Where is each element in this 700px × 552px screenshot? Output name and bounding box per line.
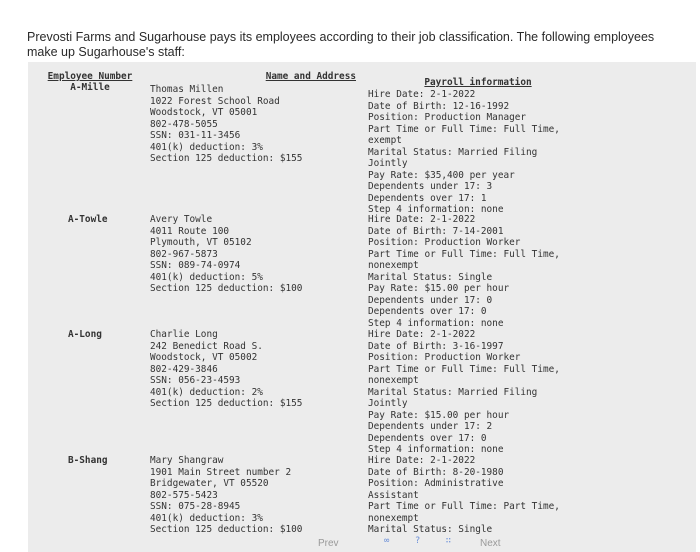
- payroll-line: Step 4 information: none: [368, 204, 504, 215]
- address-line: SSN: 075-28-8945: [150, 501, 241, 512]
- payroll-line: Marital Status: Single: [368, 524, 493, 535]
- payroll-line: Marital Status: Married Filing: [368, 146, 538, 158]
- payroll-line: Date of Birth: 7-14-2001: [368, 225, 504, 237]
- address-line: SSN: 031-11-3456: [150, 130, 241, 141]
- payroll-line: Pay Rate: $15.00 per hour: [368, 283, 510, 294]
- address-line: SSN: 089-74-0974: [150, 260, 241, 271]
- payroll-line: Part Time or Full Time: Full Time,: [368, 248, 560, 260]
- prev-button[interactable]: Prev: [318, 538, 339, 549]
- address-line: 401(k) deduction: 5%: [150, 271, 263, 283]
- payroll-line: exempt: [368, 135, 402, 146]
- employee-address: [150, 84, 360, 165]
- next-button[interactable]: Next: [480, 538, 501, 549]
- payroll-line: Date of Birth: 8-20-1980: [368, 466, 504, 478]
- payroll-line: Hire Date: 2-1-2022: [368, 329, 476, 340]
- address-line: Section 125 deduction: $100: [150, 283, 303, 294]
- header-payroll-info: Payroll information: [424, 77, 532, 88]
- address-line: Plymouth, VT 05102: [150, 237, 252, 248]
- payroll-line: Hire Date: 2-1-2022: [368, 89, 476, 100]
- address-line: 242 Benedict Road S.: [150, 340, 263, 352]
- payroll-line: Step 4 information: none: [368, 444, 504, 455]
- payroll-line: Position: Production Worker: [368, 237, 521, 248]
- address-line: Woodstock, VT 05001: [150, 107, 258, 118]
- address-line: Bridgewater, VT 05520: [150, 478, 269, 489]
- payroll-line: Jointly: [368, 398, 408, 409]
- payroll-line: Hire Date: 2-1-2022: [368, 214, 476, 225]
- payroll-line: nonexempt: [368, 260, 419, 271]
- address-line: Avery Towle: [150, 214, 213, 225]
- address-line: 802-967-5873: [150, 248, 218, 260]
- address-line: Section 125 deduction: $100: [150, 524, 303, 535]
- employee-payroll: [368, 89, 603, 216]
- employee-address: [150, 455, 360, 536]
- payroll-line: Marital Status: Married Filing: [368, 386, 538, 398]
- payroll-line: Date of Birth: 3-16-1997: [368, 340, 504, 352]
- employee-payroll: [368, 455, 603, 536]
- address-line: Charlie Long: [150, 329, 218, 340]
- payroll-line: Step 4 information: none: [368, 317, 504, 329]
- employee-id: A-Towle: [68, 214, 108, 225]
- address-line: Mary Shangraw: [150, 455, 224, 466]
- address-line: SSN: 056-23-4593: [150, 375, 241, 386]
- employee-payroll: [368, 329, 603, 456]
- address-line: 4011 Route 100: [150, 225, 230, 237]
- employee-address: [150, 214, 360, 295]
- address-line: 1901 Main Street number 2: [150, 466, 292, 478]
- payroll-line: Hire Date: 2-1-2022: [368, 455, 476, 466]
- header-employee-number: Employee Number A-Mille: [47, 71, 133, 93]
- employee-address: [150, 329, 360, 410]
- payroll-line: Dependents under 17: 3: [368, 181, 493, 192]
- header-name-address: Name and Address: [265, 71, 356, 82]
- payroll-line: Pay Rate: $15.00 per hour: [368, 409, 510, 421]
- payroll-line: Position: Production Manager: [368, 112, 527, 123]
- address-line: 802-575-5423: [150, 489, 218, 501]
- payroll-line: Position: Production Worker: [368, 352, 521, 363]
- payroll-line: nonexempt: [368, 375, 419, 386]
- viewer-tool-icons[interactable]: ∞ ? ∷: [384, 536, 462, 546]
- payroll-line: Part Time or Full Time: Part Time,: [368, 501, 560, 512]
- address-line: 401(k) deduction: 3%: [150, 141, 263, 153]
- payroll-line: Assistant: [368, 489, 419, 501]
- payroll-line: Part Time or Full Time: Full Time,: [368, 363, 560, 375]
- address-line: Thomas Millen: [150, 84, 224, 95]
- payroll-line: Dependents over 17: 0: [368, 432, 487, 444]
- payroll-line: Date of Birth: 12-16-1992: [368, 100, 510, 112]
- payroll-line: Part Time or Full Time: Full Time,: [368, 123, 560, 135]
- payroll-line: Position: Administrative: [368, 478, 504, 489]
- payroll-line: Pay Rate: $35,400 per year: [368, 169, 515, 181]
- employee-document: [28, 62, 696, 552]
- payroll-line: Jointly: [368, 158, 408, 169]
- address-line: 802-429-3846: [150, 363, 218, 375]
- employee-id: A-Long: [68, 329, 102, 340]
- payroll-line: Dependents under 17: 0: [368, 294, 493, 306]
- address-line: 1022 Forest School Road: [150, 95, 280, 107]
- payroll-line: Dependents under 17: 2: [368, 421, 493, 432]
- address-line: Section 125 deduction: $155: [150, 153, 303, 164]
- address-line: 401(k) deduction: 2%: [150, 386, 263, 398]
- employee-payroll: [368, 214, 603, 329]
- payroll-line: Dependents over 17: 0: [368, 306, 487, 317]
- address-line: Section 125 deduction: $155: [150, 398, 303, 409]
- address-line: 802-478-5055: [150, 118, 218, 130]
- problem-intro: Prevosti Farms and Sugarhouse pays its employees according to their job classification. The following employees make up Sugarhouse's staff:: [27, 30, 655, 59]
- address-line: Woodstock, VT 05002: [150, 352, 258, 363]
- payroll-line: nonexempt: [368, 512, 419, 524]
- payroll-line: Dependents over 17: 1: [368, 192, 487, 204]
- address-line: 401(k) deduction: 3%: [150, 512, 263, 524]
- viewer-footer: [28, 532, 696, 552]
- employee-id: B-Shang: [68, 455, 108, 466]
- payroll-line: Marital Status: Single: [368, 271, 493, 283]
